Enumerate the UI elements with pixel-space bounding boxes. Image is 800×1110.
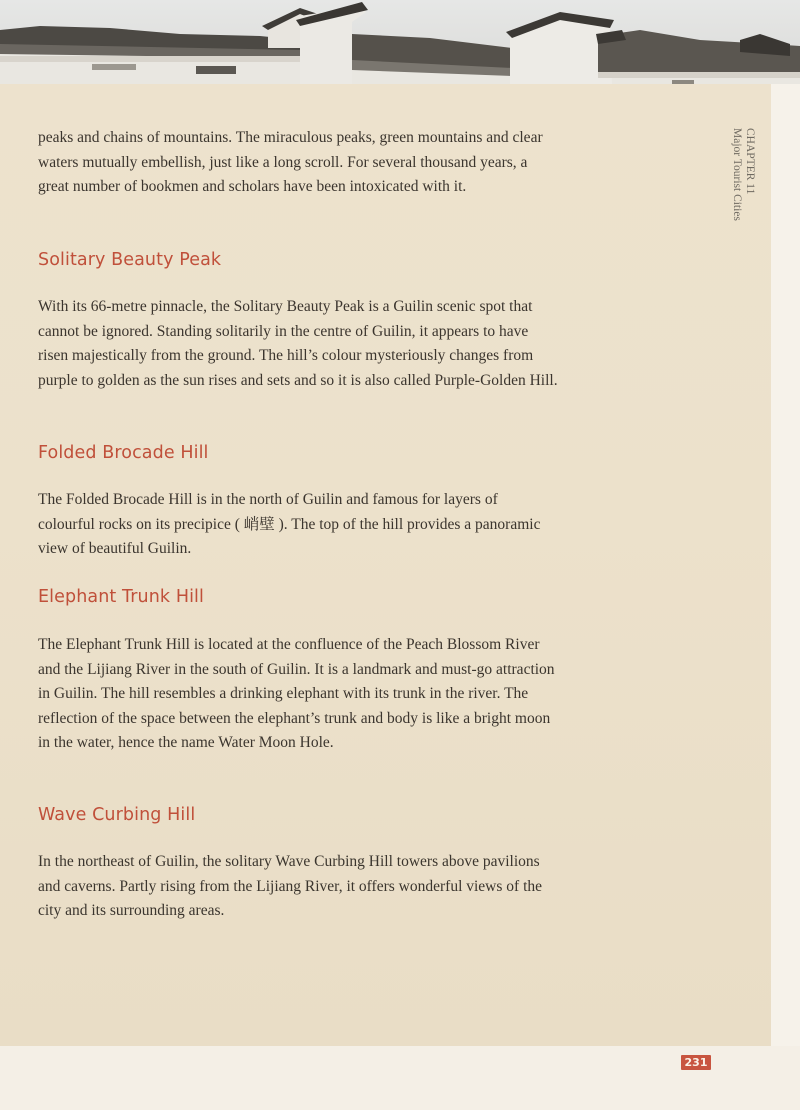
section-paragraph: In the northeast of Guilin, the solitary Wave Curbing Hill towers above pavilions and caverns. Partly rising from the Lijiang River, it offers wonderful views of the city and its surrounding areas. [38, 853, 543, 919]
section-paragraph: The Elephant Trunk Hill is located at the confluence of the Peach Blossom River and the Lijiang River in the south of Guilin. It is a landmark and must-go attraction in Guilin. The hill resembles a drinking elephant with its trunk in the river. The reflection of the space between the elephant’s trunk and body is like a bright moon in the water, hence the name Water Moon Hole. [38, 636, 555, 751]
section-heading: Solitary Beauty Peak [38, 250, 222, 270]
section-heading: Wave Curbing Hill [38, 805, 196, 825]
rooftops-photo [0, 0, 800, 92]
chapter-label: CHAPTER 11 [744, 128, 756, 195]
intro-paragraph: peaks and chains of mountains. The miraculous peaks, green mountains and clear waters mutually embellish, just like a long scroll. For several thousand years, a great number of bookmen and scholars have been intoxicated with it. [38, 129, 543, 195]
page-margin [771, 84, 800, 1046]
section-paragraph: With its 66-metre pinnacle, the Solitary Beauty Peak is a Guilin scenic spot that cannot be ignored. Standing solitarily in the centre of Guilin, it appears to have risen majestically from the ground. The hill’s colour mysteriously changes from purple to golden as the sun rises and sets and so it is also called Purple-Golden Hill. [38, 298, 558, 389]
chapter-running-head [730, 128, 770, 288]
section-heading: Elephant Trunk Hill [38, 587, 204, 607]
page-number-badge: 231 [681, 1055, 711, 1070]
section-heading: Folded Brocade Hill [38, 443, 209, 463]
chapter-title: Major Tourist Cities [731, 128, 743, 221]
section-paragraph: The Folded Brocade Hill is in the north of Guilin and famous for layers of colourful rocks on its precipice ( 峭壁 ). The top of the hill provides a panoramic view of beautiful Guilin. [38, 491, 541, 557]
